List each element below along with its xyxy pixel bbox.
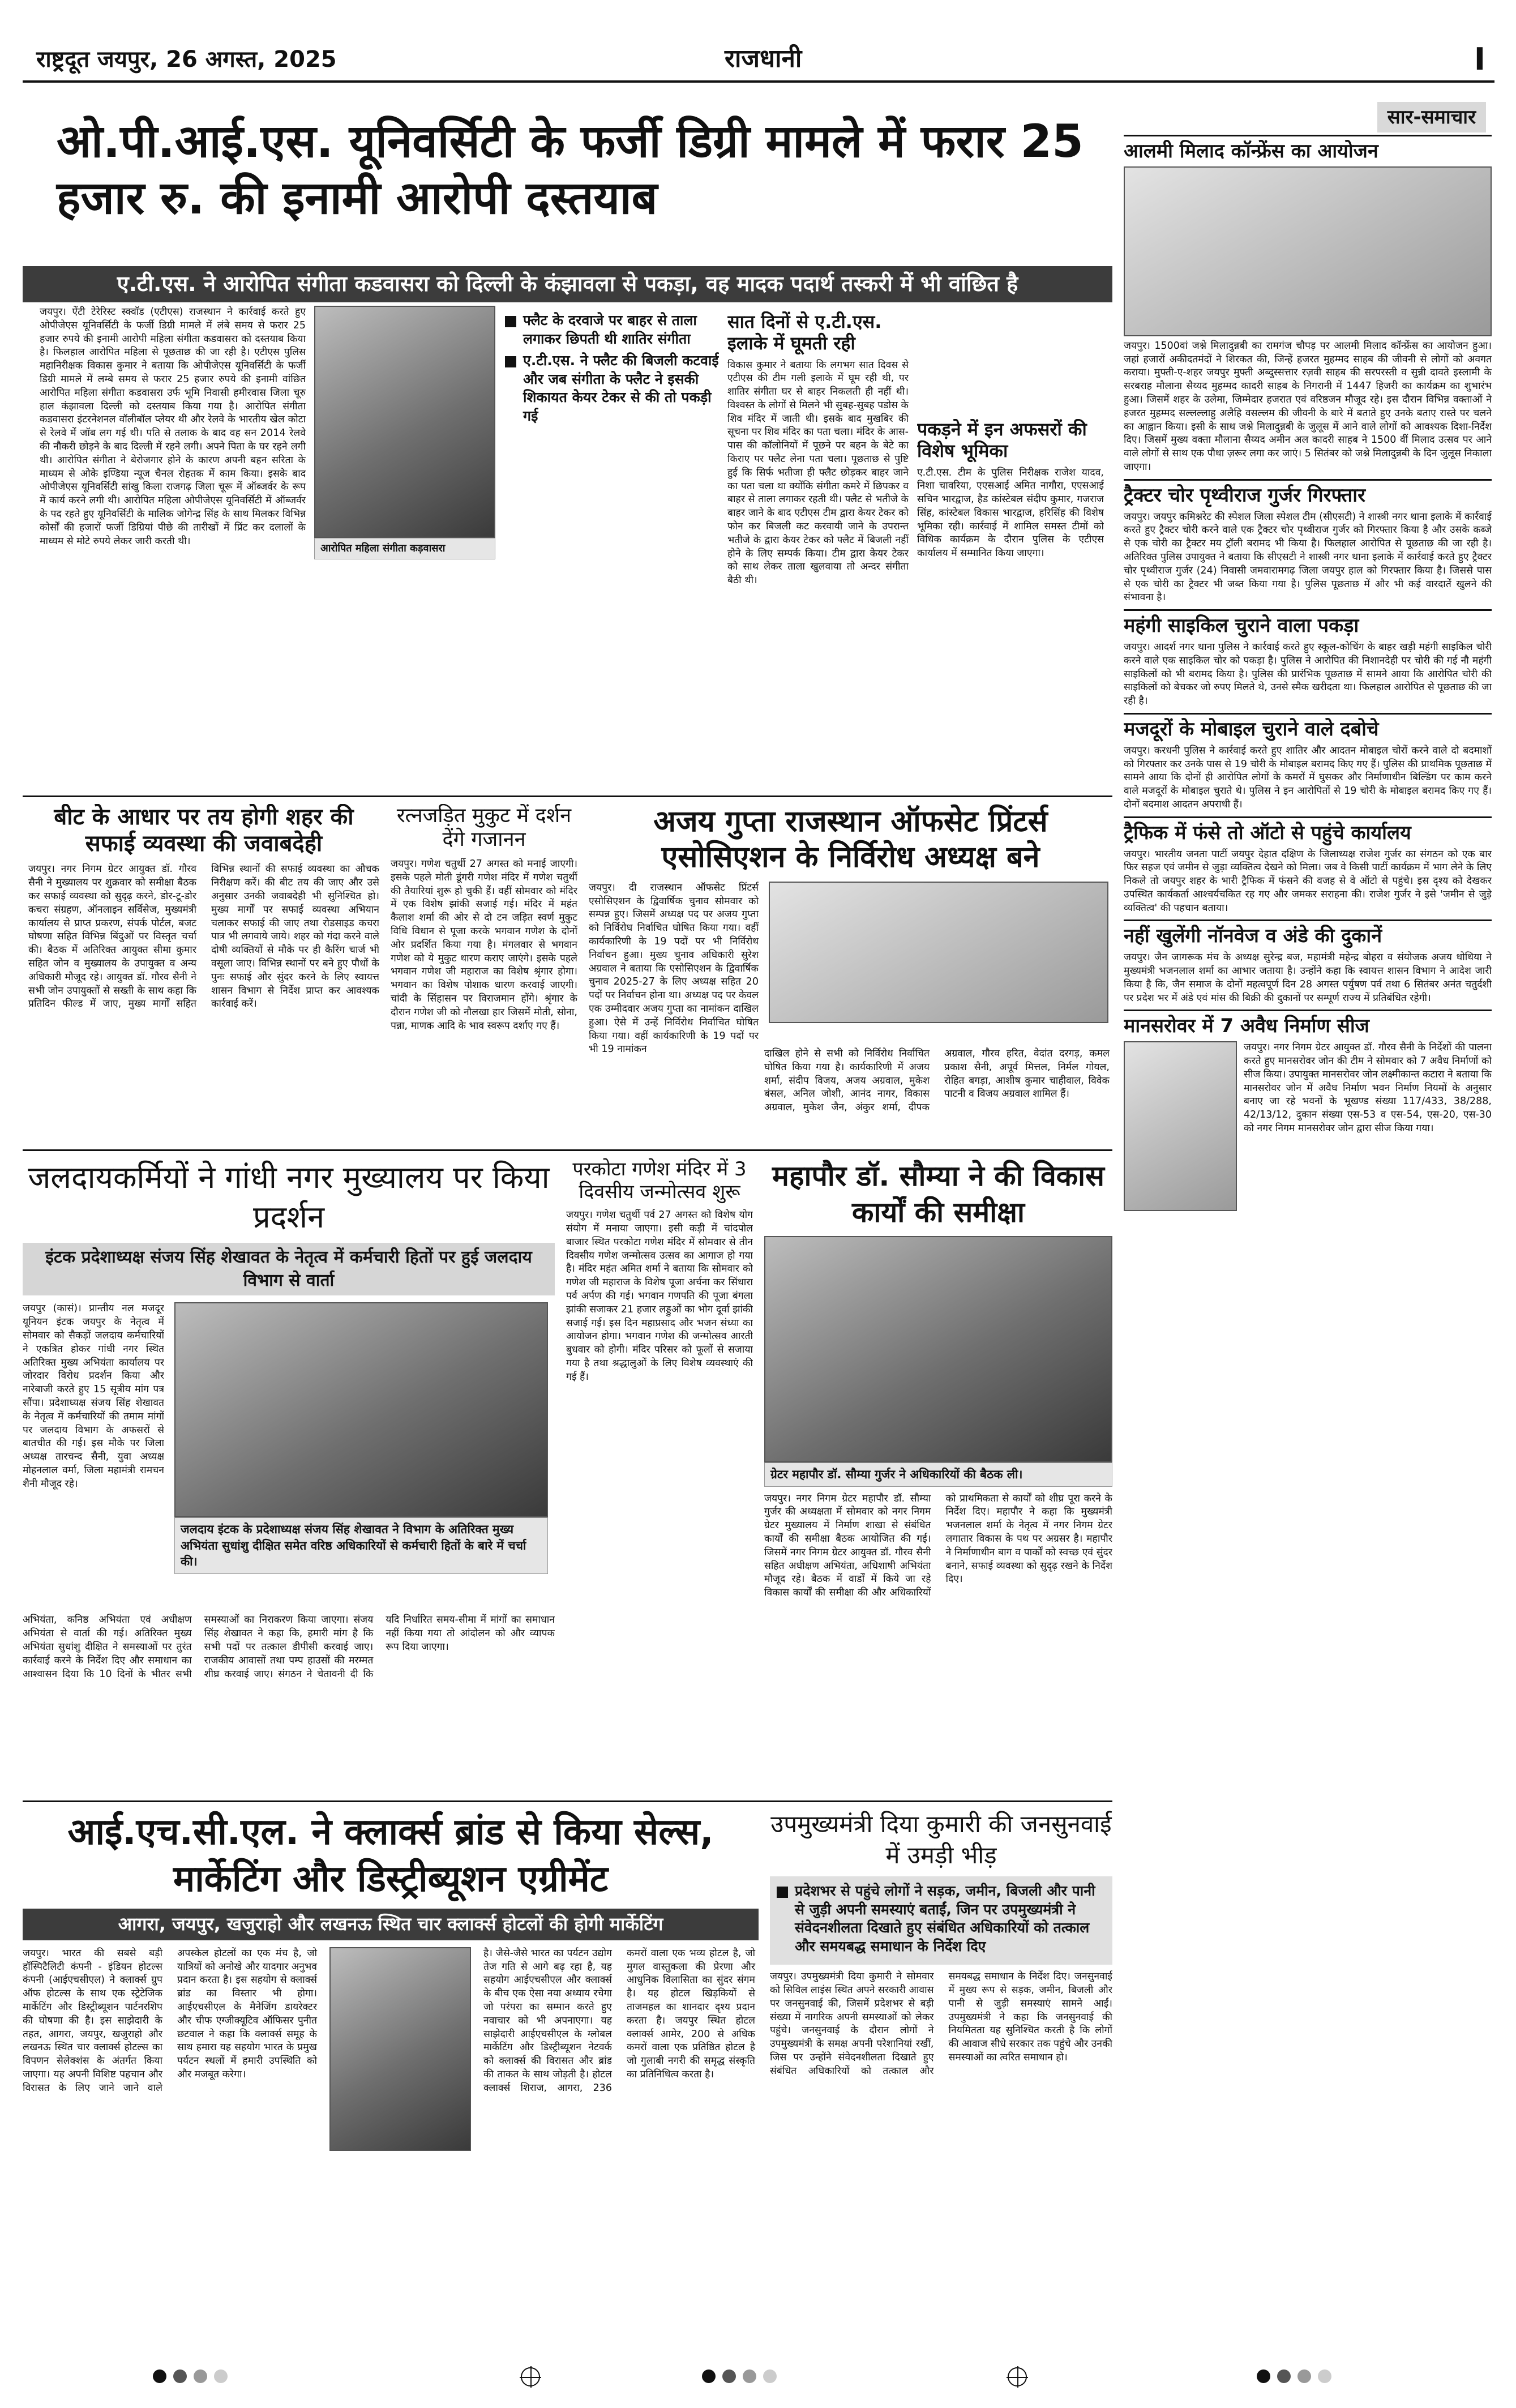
page-header (23, 22, 1494, 83)
lead-sub1-body: विकास कुमार ने बताया कि लगभग सात दिवस से एटीएस की टीम गली इलाके में घूम रही थी, पर शातिर संगीता घर से बाहर निकलती ही नहीं थी। विश्वस्त के लोगों से मिलने भी सुबह-सुबह पडोस के शिव मंदिर में जाती थी। इसके बाद मुखबिर की सूचना पर शिव मंदिर का पता चला। मंदिर के आस-पास की कॉलोनियों में पूछने पर बहन के बेटे का किराए पर फ्लैट लेना पता चला। पूछताछ से पुष्टि हुई कि सिर्फ भतीजा ही फ्लैट छोड़कर बाहर जाने का पता चला था क्योंकि संगीता कमरे में छिपकर व बाहर से ताला लगाकर रहती थी। फ्लैट से भतीजे के बाहर जाने के बाद एटीएस टीम द्वारा केयर टेकर को फोन कर बिजली कट करवायी जाने के उपरान्त भतीजे के द्वारा केयर टेकर को फ्लैट में बिजली नहीं होने के लिए सम्पर्क किया। टीम द्वारा केयर टेकर को साथ लेकर ताला खुलवाया तो अन्दर संगीता बैठी थी। (727, 359, 909, 587)
print-dot (214, 2369, 228, 2383)
print-dot (1257, 2369, 1270, 2383)
ihcl-body-left: जयपुर। भारत की सबसे बड़ी हॉस्पिटैलिटी कंपनी - इंडियन होटल्स कंपनी (आईएचसीएल) ने क्लार्क्स ग्रुप ऑफ होटल्स के साथ एक स्ट्रेटेजिक मार्केटिंग और डिस्ट्रीब्यूशन पार्टनरशिप की घोषणा की है। इस साझेदारी के तहत, आगरा, जयपुर, खजुराहो और लखनऊ स्थित चार क्लार्क्स होटल्स का विपणन सेलेक्शंस के अंतर्गत किया जाएगा। यह अपनी विशिष्ट पहचान और विरासत के लिए जाने जाने वाले अपस्केल होटलों का एक मंच है, जो यात्रियों को अनोखे और यादगार अनुभव प्रदान करता है। इस सहयोग से क्लार्क्स ब्रांड का विस्तार भी होगा। आईएचसीएल के मैनेजिंग डायरेक्टर और चीफ एग्जीक्यूटिव ऑफिसर पुनीत छटवाल ने कहा कि क्लार्क्स समूह के साथ हमारा यह सहयोग भारत के प्रमुख पर्यटन स्थलों में हमारी उपस्थिति को और मजबूत करेगा। (23, 1947, 317, 2094)
lead-photo-block (314, 306, 495, 572)
digest-item-6-body: जयपुर। जैन जागरूक मंच के अध्यक्ष सुरेन्द्र बज, महामंत्री महेन्द्र बोहरा व संयोजक अजय धोधिया ने मुख्यमंत्री भजनलाल शर्मा का आभार जताया है। उन्होंने कहा कि स्वायत्त शासन विभाग ने आदेश जारी किया है कि, जैन समाज के दोनों महत्वपूर्ण दिन 28 अगस्त पर्युषण पर्व तथा 6 सितंबर अनंत चतुर्दशी पर प्रदेश भर में अंडे एवं मांस की बिक्री की दुकानों पर सम्पूर्ण राज्य में प्रतिबंधित रहेगी। (1124, 952, 1492, 1004)
beat-headline: बीट के आधार पर तय होगी शहर की सफाई व्यवस्था की जवाबदेही (54, 804, 354, 857)
printers-body-bottom-wrap (764, 1047, 1110, 1144)
ihcl-subhead: आगरा, जयपुर, खजुराहो और लखनऊ स्थित चार क्लार्क्स होटलों की होगी मार्केटिंग (23, 1909, 759, 1940)
lead-subhead: ए.टी.एस. ने आरोपित संगीता कडवासरा को दिल्ली के कंझावला से पकड़ा, वह मादक पदार्थ तस्करी में भी वांछित है (23, 266, 1112, 302)
lead-story (23, 102, 1112, 781)
digest-item-2-head: ट्रैक्टर चोर पृथ्वीराज गुर्जर गिरफ्तार (1124, 479, 1492, 507)
print-dot (153, 2369, 166, 2383)
beat-sanitation-story (28, 804, 379, 1087)
registration-mark (1008, 2367, 1027, 2386)
diya-kumari-story (770, 1809, 1112, 2353)
mayor-headline: महापौर डॉ. सौम्या ने की विकास कार्यों की समीक्षा (772, 1160, 1104, 1229)
color-bar-left (153, 2369, 228, 2383)
digest-item-1-head: आलमी मिलाद कॉन्फ्रेंस का आयोजन (1124, 135, 1492, 163)
news-digest-sidebar (1124, 102, 1492, 2344)
print-dot (722, 2369, 736, 2383)
digest-tag: सार-समाचार (1377, 102, 1486, 132)
divider-row2 (23, 1149, 1112, 1151)
lead-callout-1: फ्लैट के दरवाजे पर बाहर से ताला लगाकर छिपती थी शातिर संगीता (504, 311, 719, 348)
print-marks (23, 2364, 1494, 2392)
water-subhead: इंटक प्रदेशाध्यक्ष संजय सिंह शेखावत के नेतृत्व में कर्मचारी हितों पर हुई जलदाय विभाग से वार्ता (23, 1243, 555, 1295)
digest-item-6-head: नहीं खुलेंगी नॉनवेज व अंडे की दुकानें (1124, 919, 1492, 948)
accused-photo (314, 306, 495, 538)
section-name: राजधानी (725, 44, 802, 73)
divider-lead (23, 795, 1112, 797)
water-meeting-photo (174, 1302, 548, 1517)
color-bar-right (1257, 2369, 1331, 2383)
diya-callout: प्रदेशभर से पहुंचे लोगों ने सड़क, जमीन, बिजली और पानी से जुड़ी अपनी समस्याएं बताईं, जिन पर उपमुख्यमंत्री ने संवेदनशीलता दिखाते हुए संबंधित अधिकारियों को तत्काल और समयबद्ध समाधान के निर्देश दिए (776, 1882, 1107, 1956)
lead-sub2-head: पकड़ने में इन अफसरों की विशेष भूमिका (917, 419, 1087, 461)
printers-headline: अजय गुप्ता राजस्थान ऑफसेट प्रिंटर्स एसोसिएशन के निर्विरोध अध्यक्ष बने (653, 805, 1048, 875)
digest-item-1-body: जयपुर। 1500वां जश्ने मिलादुन्नबी का रामगंज चौपड़ पर आलमी मिलाद कॉन्फ्रेंस का आयोजन हुआ। जहां हजारों अकीदतमंदों ने शिरकत की, जिन्हें हजरत मुहम्मद साहब की जीवनी से लोगों को अवगत कराया। मुफ्ती-ए-शहर जयपुर मुफ्ती अब्दुस्सत्तार रज़वी साहब की सरपरस्ती व सुन्नी दावते इस्लामी के सरबराह मौलाना सैय्यद मुहम्मद कादरी साहब के निगरानी में 1447 हिजरी का कार्यक्रम का शुभारंभ हुआ। जिसमें शहर के उलेमा, जिम्मेदार हजरात एवं वरिष्ठजन मौजूद रहे। इस दौरान विभिन्न वक्ताओं ने हजरत मुहम्मद सल्लल्लाहु अलैहि वसल्लम की जीवनी के बारे में बताते हुए उनके बताए रास्ते पर चलने का आह्वान किया। इसी के साथ जश्ने मिलादुन्नबी के जुलूस में आने वाले लोगों को आवश्यक दिशा-निर्देश दिए। जिसमें मुख्य वक्ता मौलाना सैय्यद अमीन अल कादरी साहब ने 1500 वीं मिलाद उत्सव पर आने वाले लोगों से साथ एक पौधा ज़रूर लगा कर जाएं। 5 सितंबर को जश्ने मिलादुन्नबी के दिन जुलूस निकाला जाएगा। (1124, 340, 1492, 473)
printers-association-story (589, 804, 1112, 1087)
lead-callouts (504, 311, 719, 549)
printers-body-bottom: दाखिल होने से सभी को निर्विरोध निर्वाचित घोषित किया गया है। कार्यकारिणी में अजय शर्मा, संदीप विजय, अजय अग्रवाल, मुकेश बंसल, अनिल जोशी, आनंद नागर, विकास अग्रवाल, मुकेश जैन, अंकुर शर्मा, दीपक अग्रवाल, गौरव हरित, वेदांत दरगड़, कमल प्रकाश सैनी, अपूर्व मित्तल, निर्मल गोयल, रोहित बगड़ा, आशीष कुमार चाहीवाल, विवेक पाटनी व विजय अग्रवाल शामिल हैं। (764, 1048, 1110, 1114)
printers-body-left: जयपुर। दी राजस्थान ऑफसेट प्रिंटर्स एसोसिएशन के द्विवार्षिक चुनाव सोमवार को सम्पन्न हुए। जिसमें अध्यक्ष पद पर अजय गुप्ता को निर्विरोध निर्वाचित घोषित किया गया। वहीं कार्यकारिणी के 19 पदों पर भी निर्विरोध निर्वाचन हुआ। मुख्य चुनाव अधिकारी सुरेश अग्रवाल ने बताया कि एसोसिएशन के द्विवार्षिक चुनाव 2025-27 के लिए अध्यक्ष सहित 20 पदों पर निर्वाचन होना था। अध्यक्ष पद पर केवल एक उम्मीदवार अजय गुप्ता का नामांकन दाखिल हुआ। ऐसे में उन्हें निर्विरोध निर्वाचित घोषित किया गया। वहीं कार्यकारिणी के 19 पदों पर भी 19 नामांकन (589, 882, 759, 1055)
print-dot (1277, 2369, 1291, 2383)
digest-item-3-head: महंगी साइकिल चुराने वाला पकड़ा (1124, 609, 1492, 638)
ganesh-body: जयपुर। गणेश चतुर्थी पर्व 27 अगस्त को विशेष योग संयोग में मनाया जाएगा। इसी कड़ी में चांदपोल बाजार स्थित परकोटा गणेश मंदिर में सोमवार से तीन दिवसीय गणेश जन्मोत्सव उत्सव का आगाज हो गया है। मंदिर महंत अमित शर्मा ने बताया कि सोमवार को गणेश जी महाराज के विशेष पूजा अर्चना कर सिंधारा पर्व अर्पण की गई। भगवान गणपति की पूजा बंगला झांकी सजाकर 21 हजार लड्डुओं का भोग दूर्वा झांकी सजाई गई। इस दिन महाप्रसाद और भजन संध्या का आयोजन होगा। भगवान गणेश की जन्मोत्सव आरती बुधवार को होगी। मंदिर परिसर को फूलों से सजाया गया है तथा श्रद्धालुओं के लिए विशेष व्यवस्थाएं की गई हैं। (566, 1209, 753, 1383)
mayor-meeting-photo (764, 1236, 1112, 1462)
dateline: राष्ट्रदूत जयपुर, 26 अगस्त, 2025 (36, 46, 337, 72)
milad-conference-photo (1124, 166, 1492, 336)
water-body-left: जयपुर (कासं)। प्रान्तीय नल मजदूर यूनियन इंटक जयपुर के नेतृत्व में सोमवार को सैकड़ों जलदाय कर्मचारियों ने एकत्रित होकर गांधी नगर स्थित अतिरिक्त मुख्य अभियंता कार्यालय पर जोरदार विरोध प्रदर्शन किया और नारेबाजी करते हुए 15 सूत्रीय मांग पत्र सौंपा। प्रदेशाध्यक्ष संजय सिंह शेखावत के नेतृत्व में कर्मचारियों की तमाम मांगों पर जलदाय विभाग के अफसरों से बातचीत की गई। इस मौके पर जिला अध्यक्ष तारचन्द सैनी, युवा अध्यक्ष मोहनलाल वर्मा, जिला महामंत्री रामचन शैनी मौजूद रहे। (23, 1303, 164, 1490)
beat-body: जयपुर। नगर निगम ग्रेटर आयुक्त डॉ. गौरव सैनी ने मुख्यालय पर शुक्रवार को समीक्षा बैठक कर सफाई व्यवस्था को सुदृढ़ करने, डोर-टू-डोर कचरा संग्रहण, ऑनलाइन सर्विसेज, मुख्यमंत्री कार्यालय से प्राप्त प्रकरण, संपर्क पोर्टल, बजट घोषणा सहित विभिन्न बिंदुओं पर विस्तृत चर्चा की। बैठक में अतिरिक्त आयुक्त सीमा कुमार सहित जोन व मुख्यालय के उपायुक्त व अन्य अधिकारी मौजूद रहे। आयुक्त डॉ. गौरव सैनी ने सभी जोन उपायुक्तों से सख्ती के साथ कहा कि प्रतिदिन फील्ड में जाए, मुख्य मार्गों सहित विभिन्न स्थानों की सफाई व्यवस्था का औचक निरीक्षण करें। की बीट तय की जाए और उसे अनुसार उनकी जवाबदेही भी सुनिश्चित हो। मुख्य मार्गों पर सफाई व्यवस्था अभियान चलाकर सफाई की जाए तथा रोडसाइड कचरा पात्र भी लगवाये जाये। शहर को गंदा करने वाले दोषी व्यक्तियों से मौके पर ही कैरिंग चार्ज भी वसूला जाए। विभिन्न स्थानों पर बने हुए पौधों के पुनः सफाई और सुंदर करने के लिए स्वायत्त शासन विभाग से निर्देश प्राप्त कर आवश्यक कार्रवाई करें। (28, 863, 379, 1010)
digest-item-5-body: जयपुर। भारतीय जनता पार्टी जयपुर देहात दक्षिण के जिलाध्यक्ष राजेश गुर्जर का संगठन को एक बार फिर सहज एवं जमीन से जुड़ा व्यक्तित्व देखने को मिला। जब वे किसी पार्टी कार्यक्रम में भाग लेने के लिए निकले तो जयपुर शहर के भारी ट्रैफिक में फंसने की वजह से वे ऑटो से पहुंचे। इस दृश्य को देखकर उपस्थित कार्यकर्ता आश्चर्यचकित रह गए और जमकर सराहना की। राजेश गुर्जर ने इसे 'जमीन से जुड़े व्यक्तित्व' की पहचान बताया। (1124, 848, 1492, 914)
digest-item-7-body: जयपुर। नगर निगम ग्रेटर आयुक्त डॉ. गौरव सैनी के निर्देशों की पालना करते हुए मानसरोवर जोन की टीम ने सोमवार को 7 अवैध निर्माणों को सीज किया। उपायुक्त मानसरोवर जोन लक्ष्मीकान्त कटारा ने बताया कि मानसरोवर जोन में अवैध निर्माण भवन निर्माण नियमों के अनुसार बनाए जा रहे भवनों के भूखण्ड संख्या 117/433, 38/288, 42/13/12, दुकान संख्या एस-53 व एस-54, एस-20, एस-30 को नगर निगम मानसरोवर जोन द्वारा सीज किया गया। (1244, 1042, 1492, 1135)
digest-item-7-head: मानसरोवर में 7 अवैध निर्माण सीज (1124, 1010, 1492, 1038)
digest-item-5-head: ट्रैफिक में फंसे तो ऑटो से पहुंचे कार्यालय (1124, 816, 1492, 845)
registration-mark (521, 2367, 540, 2386)
ihcl-story (23, 1809, 759, 2353)
gajanan-body: जयपुर। गणेश चतुर्थी 27 अगस्त को मनाई जाएगी। इसके पहले मोती डूंगरी गणेश मंदिर में गणेश चतुर्थी की तैयारियां शुरू हो चुकी हैं। वहीं सोमवार को मंदिर में एक विशेष झांकी सजाई गई। मंदिर में महंत कैलाश शर्मा की ओर से दो टन जड़ित स्वर्ण मुकुट विधि विधान से पूजा करके भगवान गणेश के दोनों ओर प्रदर्शित किया गया है। मंगलवार से भगवान गणेश को ये मुकुट धारण कराए जाएंगे। इसके पहले भगवान गणेश जी महाराज का विशेष श्रृंगार होगा। भगवान का विशेष पोशाक धारण करवाई जाएगी। चांदी के सिंहासन पर विराजमान होंगे। श्रृंगार के दौरान गणेश जी को नौलखा हार जिसमें मोती, सोना, पन्ना, माणक आदि के भाव स्वरूप दर्शाए गए हैं। (391, 858, 577, 1032)
diya-body: जयपुर। उपमुख्यमंत्री दिया कुमारी ने सोमवार को सिविल लाइंस स्थित अपने सरकारी आवास पर जनसुनवाई की, जिसमें प्रदेशभर से बड़ी संख्या में नागरिक अपनी समस्याओं को लेकर पहुंचे। जनसुनवाई के दौरान लोगों ने उपमुख्यमंत्री के समक्ष अपनी परेशानियां रखीं, जिस पर उन्होंने संवेदनशीलता दिखाते हुए संबंधित अधिकारियों को तत्काल और समयबद्ध समाधान के निर्देश दिए। जनसुनवाई में मुख्य रूप से सड़क, जमीन, बिजली और पानी से जुड़ी समस्याएं सामने आईं। उपमुख्यमंत्री ने कहा कि जनसुनवाई की नियमितता यह सुनिश्चित करती है कि लोगों की आवाज सीधे सरकार तक पहुंचे और उनकी समस्याओं का त्वरित समाधान हो। (770, 1971, 1112, 2077)
mayor-review-story (764, 1158, 1112, 1792)
print-dot (173, 2369, 187, 2383)
print-dot (1297, 2369, 1311, 2383)
print-dot (743, 2369, 756, 2383)
water-workers-story (23, 1158, 555, 1792)
lead-sub1-head: सात दिनों से ए.टी.एस. इलाके में घूमती रही (727, 311, 882, 354)
accused-photo-caption: आरोपित महिला संगीता कड़वासरा (314, 538, 495, 559)
print-dot (1318, 2369, 1331, 2383)
gajanan-story (391, 804, 577, 1087)
ihcl-executives-photo (329, 1947, 471, 2151)
lead-sub2-body: ए.टी.एस. टीम के पुलिस निरीक्षक राजेश यादव, निशा चावरिया, एएसआई अमित नागौरा, एएसआई सचिन भारद्वाज, हैड कांस्टेबल संदीप कुमार, गजराज सिंह, कांस्टेबल विकास भारद्वाज, हरिसिंह की विशेष भूमिका रही। कार्रवाई में शामिल समस्त टीमों को विधिक कार्यक्रम के दौरान पुलिस के एटीएस कार्यालय में सम्मानित किया जाएगा। (917, 467, 1104, 559)
lead-sub2 (917, 419, 1104, 770)
lead-body: जयपुर। ऐंटी टेरेरिस्ट स्क्वॉड (एटीएस) राजस्थान ने कार्रवाई करते हुए ओपीजेएस यूनिवर्सिटी के फर्जी डिग्री मामले में लंबे समय से फरार 25 हजार रुपये की इनामी आरोपी महिला संगीता कडवासरा को दस्तयाब किया है। फिलहाल आरोपित महिला से पूछताछ की जा रही है। एटीएस पुलिस महानिरीक्षक विकास कुमार ने बताया कि ओपीजेएस यूनिवर्सिटी के फर्जी डिग्री मामले में लम्बे समय से फरार 25 हजार रुपये की इनामी वांछित आरोपित महिला संगीता कडवासरा उर्फ भूमि निवासी हमीरवास जिला चूरु हाल कंझावला दिल्ली को दस्तयाब किया गया है। आरोपित संगीता कडवासरा इंटरनेशनल वॉलीबॉल प्लेयर थी और रेलवे के भारतीय खेल कोटा से रेलवे में जॉब लग गई थी। पति से तलाक के बाद वह सन 2014 रेलवे की नौकरी छोड़ने के बाद दिल्ली में रहने लगी। अपने पिता के घर रहने लगी थी। आरोपित संगीता ने बेरोजगार होने के कारण अपनी बहन सरिता के माध्यम से ओके इण्डिया न्यूज चैनल रोहतक में काम किया। इसके बाद ओपीजेएस यूनिवर्सिटी सांखु किला राजगढ़ जिला चूरू में ऑब्जर्वर के रूप में कार्य करने लगी थी। आरोपित महिला ओपीजेएस यूनिवर्सिटी में ऑब्जर्वर के पद रहते हुए यूनिवर्सिटी के मालिक जोगेन्द्र सिंह के साथ मिलकर विभिन्न कोर्सों की हजारों फर्जी डिग्रियां पीछे की तारीखों में प्रिंट कर दलालों के माध्यम से मोटे रुपये लेकर जारी करती थी। (40, 306, 306, 547)
sealed-building-photo (1124, 1041, 1237, 1211)
ihcl-body-right: है। जैसे-जैसे भारत का पर्यटन उद्योग तेज गति से आगे बढ़ रहा है, यह सहयोग आईएचसीएल और क्लार्क्स के बीच एक ऐसा नया अध्याय रचेगा जो परंपरा का सम्मान करते हुए नवाचार को भी अपनाएगा। यह साझेदारी आईएचसीएल के ग्लोबल मार्केटिंग और डिस्ट्रीब्यूशन नेटवर्क को क्लार्क्स की विरासत और ब्रांड की ताकत के साथ जोड़ती है। होटल क्लार्क्स शिराज, आगरा, 236 कमरों वाला एक भव्य होटल है, जो मुगल वास्तुकला की प्रेरणा और आधुनिक विलासिता का सुंदर संगम है। यह होटल खिड़कियों से ताजमहल का शानदार दृश्य प्रदान करता है। जयपुर स्थित होटल क्लार्क्स आमेर, 200 से अधिक कमरों वाला एक प्रतिष्ठित होटल है जो गुलाबी नगरी की समृद्ध संस्कृति का प्रतिनिधित्व करता है। (483, 1947, 755, 2094)
color-bar-center (702, 2369, 777, 2383)
mayor-body: जयपुर। नगर निगम ग्रेटर महापौर डॉ. सौम्या गुर्जर की अध्यक्षता में सोमवार को नगर निगम ग्रेटर मुख्यालय में निर्माण शाखा से संबंधित कार्यों की समीक्षा बैठक आयोजित की गई। जिसमें नगर निगम ग्रेटर आयुक्त डॉ. गौरव सैनी सहित अधीक्षण अभियंता, अधिशाषी अभियंता मौजूद रहे। बैठक में वार्डों में किये जा रहे विकास कार्यों की समीक्षा की और अधिकारियों को प्राथमिकता से कार्यों को शीघ्र पूरा करने के निर्देश दिए। महापौर ने कहा कि मुख्यमंत्री भजनलाल शर्मा के नेतृत्व में नगर निगम ग्रेटर लगातार विकास के पथ पर अग्रसर है। महापौर ने निर्माणाधीन बाग व पार्कों को स्वच्छ एवं सुंदर बनाने, सफाई व्यवस्था को सुदृढ़ रखने के निर्देश दिए। (764, 1492, 1112, 1599)
digest-item-4-body: जयपुर। करधनी पुलिस ने कार्रवाई करते हुए शातिर और आदतन मोबाइल चोरों करने वाले दो बदमाशों को गिरफ्तार कर उनके पास से 19 चोरी के मोबाइल बरामद किए गए हैं। पुलिस की प्राथमिक पूछताछ में सामने आया कि दोनों ही आरोपित लोगों के कमरों में घुसकर और निर्माणाधीन बिल्डिंग पर काम करने वाले मजदूरों के मोबाइल चुराते थे। पुलिस ने इन आरोपितों से 19 चोरी के मोबाइल बरामद किए गए हैं। दोनों बदमाश आदतन अपराधी हैं। (1124, 745, 1492, 810)
divider-row3 (23, 1800, 1112, 1802)
print-dot (763, 2369, 777, 2383)
water-photo-caption: जलदाय इंटक के प्रदेशाध्यक्ष संजय सिंह शेखावत ने विभाग के अतिरिक्त मुख्य अभियंता सुधांशु दीक्षित समेत वरिष्ठ अधिकारियों से कर्मचारी हितों के बारे में चर्चा की। (174, 1517, 548, 1574)
lead-sub1 (727, 311, 909, 764)
lead-col-1 (40, 306, 306, 770)
lead-headline: ओ.पी.आई.एस. यूनिवर्सिटी के फर्जी डिग्री मामले में फरार 25 हजार रु. की इनामी आरोपी दस्तयाब (57, 115, 1084, 224)
gajanan-headline: रत्नजड़ित मुकुट में दर्शन देंगे गजानन (396, 804, 572, 852)
ihcl-headline: आई.एच.सी.एल. ने क्लार्क्स ब्रांड से किया सेल्स, मार्केटिंग और डिस्ट्रीब्यूशन एग्रीमेंट (67, 1811, 714, 1901)
print-dot (702, 2369, 716, 2383)
lead-callout-2: ए.टी.एस. ने फ्लैट की बिजली कटवाई और जब संगीता के फ्लैट ने इसकी शिकायत केयर टेकर से की तो पकड़ी गई (504, 352, 719, 425)
digest-item-3-body: जयपुर। आदर्श नगर थाना पुलिस ने कार्रवाई करते हुए स्कूल-कोचिंग के बाहर खड़ी महंगी साइकिल चोरी करने वाले एक साइकिल चोर को पकड़ा है। पुलिस ने आरोपित की निशानदेही पर चोरी की गई नौ महंगी साइकिलों को भी बरामद किया है। पुलिस की प्रारंभिक पूछताछ में सामने आया कि आरोपित चोरी की साइकिलों को बेचकर जो रुपए मिलते थे, उनसे स्मैक खरीदता था। फिलहाल आरोपित से पूछताछ की जा रही है। (1124, 641, 1492, 707)
mayor-photo-caption: ग्रेटर महापौर डॉ. सौम्या गुर्जर ने अधिकारियों की बैठक ली। (764, 1462, 1112, 1487)
digest-item-4-head: मजदूरों के मोबाइल चुराने वाले दबोचे (1124, 713, 1492, 741)
water-body-bottom: अभियंता, कनिष्ठ अभियंता एवं अधीक्षण अभियंता से वार्ता की गई। अतिरिक्त मुख्य अभियंता सुधांशु दीक्षित ने समस्याओं पर तुरंत कार्रवाई करने के निर्देश दिए और समाधान का आश्वासन दिया कि 10 दिनों के भीतर सभी समस्याओं का निराकरण किया जाएगा। संजय सिंह शेखावत ने कहा कि, हमारी मांग है कि सभी पदों पर तत्काल डीपीसी करवाई जाए। राजकीय आवासों तथा पम्प हाउसों की मरम्मत शीघ्र करवाई जाए। संगठन ने चेतावनी दी कि यदि निर्धारित समय-सीमा में मांगों का समाधान नहीं किया गया तो आंदोलन को और व्यापक रूप दिया जाएगा। (23, 1614, 555, 1680)
diya-headline: उपमुख्यमंत्री दिया कुमारी की जनसुनवाई में उमड़ी भीड़ (770, 1810, 1112, 1869)
water-headline: जलदायकर्मियों ने गांधी नगर मुख्यालय पर किया प्रदर्शन (28, 1160, 550, 1235)
printers-group-photo (769, 882, 1108, 1023)
page-number: I (1474, 41, 1485, 77)
ganesh-festival-story (566, 1158, 753, 1792)
ganesh-headline: परकोटा गणेश मंदिर में 3 दिवसीय जन्मोत्सव शुरू (572, 1158, 747, 1204)
digest-item-2-body: जयपुर। जयपुर कमिश्नरेट की स्पेशल जिला स्पेशल टीम (सीएसटी) ने शास्त्री नगर थाना इलाके में कार्रवाई करते हुए ट्रैक्टर चोरी करने वाले एक ट्रैक्टर चोर पृथ्वीराज गुर्जर को गिरफ्तार किया है और उसके कब्जे से एक चोरी का ट्रैक्टर मय ट्रॉली बरामद भी किया है। फिलहाल आरोपित से पूछताछ की जा रही है। अतिरिक्त पुलिस उपायुक्त ने बताया कि सीएसटी ने शास्त्री नगर थाना इलाके में कार्रवाई करते हुए ट्रैक्टर चोर पृथ्वीराज गुर्जर (24) निवासी जमवारामगढ़ जिला जयपुर हाल को गिरफ्तार किया है। जिससे पास से एक चोरी का ट्रैक्टर भी जब्त किया गया है। पुलिस पूछताछ में और भी कई वारदातें खुलने की संभावना है। (1124, 511, 1492, 604)
print-dot (194, 2369, 207, 2383)
